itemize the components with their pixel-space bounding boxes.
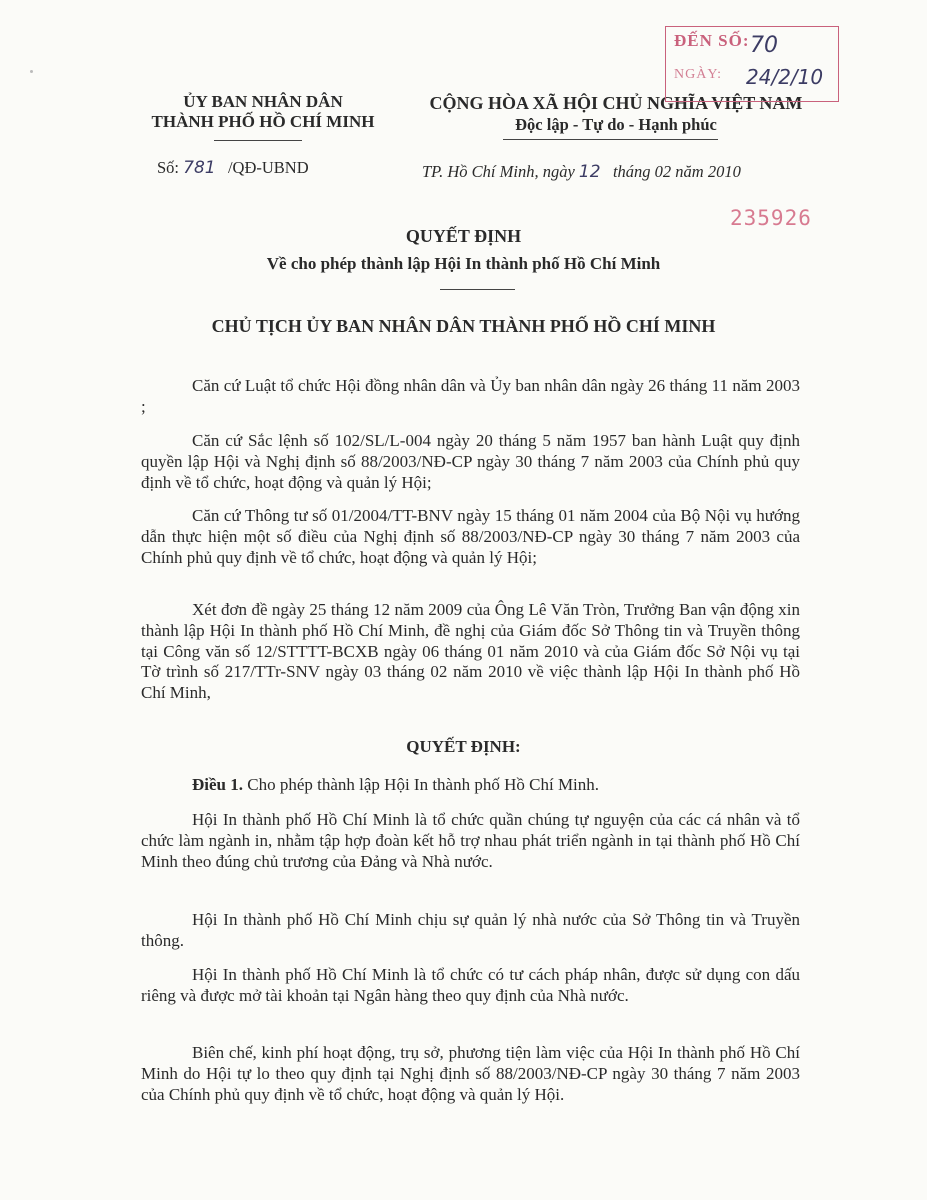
authority-underline [214, 140, 302, 141]
article-paragraph [141, 810, 800, 872]
document-subject: Về cho phép thành lập Hội In thành phố Hồ Chí Minh [266, 254, 661, 273]
stamp-label-date: NGÀY: [674, 67, 723, 82]
nation-name: CỘNG HÒA XÃ HỘI CHỦ NGHĨA VIỆT NAM [429, 93, 803, 113]
place-date-prefix: TP. Hồ Chí Minh, ngày [422, 162, 575, 181]
paragraph-text: Biên chế, kinh phí hoạt động, trụ sở, phương tiện làm việc của Hội In thành phố Hồ Chí Minh do Hội tự lo theo quy định tại Nghị định số 88/2003/NĐ-CP ngày 30 tháng 7 năm 2003 của Chính phủ quy định về tổ chức, hoạt động và quản lý Hội. [141, 1043, 800, 1104]
day-handwritten: 12 [578, 162, 601, 182]
authority-line-2: THÀNH PHỐ HỒ CHÍ MINH [151, 112, 375, 131]
paragraph-text: Hội In thành phố Hồ Chí Minh chịu sự quản lý nhà nước của Sở Thông tin và Truyền thông. [141, 910, 800, 950]
document-type-title: QUYẾT ĐỊNH [405, 226, 522, 246]
doc-no-handwritten: 781 [183, 158, 216, 178]
paragraph-text: Hội In thành phố Hồ Chí Minh là tổ chức có tư cách pháp nhân, được sử dụng con dấu riêng và được mở tài khoản tại Ngân hàng theo quy định của Nhà nước. [141, 965, 800, 1005]
stamp-label-in: ĐẾN SỐ: [674, 31, 750, 50]
article-1 [141, 775, 800, 796]
article-1-label: Điều 1. [192, 775, 243, 794]
issuing-authority [118, 92, 408, 132]
preamble-paragraph [141, 506, 800, 568]
document-number [157, 158, 309, 178]
paragraph-text: Căn cứ Luật tổ chức Hội đồng nhân dân và Ủy ban nhân dân ngày 26 tháng 11 năm 2003 ; [141, 376, 800, 416]
preamble-paragraph [141, 376, 800, 418]
authority-line-1: ỦY BAN NHÂN DÂN [183, 92, 343, 111]
paragraph-text: Xét đơn đề ngày 25 tháng 12 năm 2009 của Ông Lê Văn Tròn, Trưởng Ban vận động xin thành lập Hội In thành phố Hồ Chí Minh, đề nghị của Giám đốc Sở Thông tin và Truyền thông tại Công văn số 12/STTTT-BCXB ngày 06 tháng 01 năm 2010 và của Giám đốc Sở Nội vụ tại Tờ trình số 217/TTr-SNV ngày 03 tháng 02 năm 2010 về việc thành lập Hội In thành phố Hồ Chí Minh, [141, 600, 800, 703]
decides-heading: QUYẾT ĐỊNH: [406, 737, 521, 756]
registry-number: 235926 [730, 206, 812, 230]
paragraph-text: Hội In thành phố Hồ Chí Minh là tổ chức quần chúng tự nguyện của các cá nhân và tổ chức làm ngành in, nhằm tập hợp đoàn kết hỗ trợ nhau phát triển ngành in tại thành phố Hồ Chí Minh theo đúng chủ trương của Đảng và Nhà nước. [141, 810, 800, 871]
doc-no-prefix: Số: [157, 158, 180, 177]
paragraph-text: Căn cứ Thông tư số 01/2004/TT-BNV ngày 15 tháng 01 năm 2004 của Bộ Nội vụ hướng dẫn thực hiện một số điều của Nghị định số 88/2003/NĐ-CP ngày 30 tháng 7 năm 2003 của Chính phủ quy định về tổ chức, hoạt động và quản lý Hội; [141, 506, 800, 567]
scan-speck [30, 70, 33, 73]
preamble-paragraph [141, 431, 800, 493]
stamp-date-handwritten: 24/2/10 [746, 65, 824, 89]
place-date-suffix: tháng 02 năm 2010 [612, 162, 741, 181]
paragraph-text: Căn cứ Sắc lệnh số 102/SL/L-004 ngày 20 tháng 5 năm 1957 ban hành Luật quy định quyền lập Hội và Nghị định số 88/2003/NĐ-CP ngày 30 tháng 7 năm 2003 của Chính phủ quy định về tổ chức, hoạt động và quản lý Hội; [141, 431, 800, 492]
article-paragraph [141, 910, 800, 952]
place-and-date [422, 162, 741, 182]
subject-underline [440, 289, 515, 290]
doc-no-suffix: /QĐ-UBND [227, 158, 309, 177]
received-stamp [665, 26, 839, 102]
article-1-text: Cho phép thành lập Hội In thành phố Hồ Chí Minh. [247, 775, 600, 794]
article-paragraph [141, 965, 800, 1007]
motto-underline [503, 139, 718, 140]
article-paragraph [141, 1043, 800, 1105]
preamble-paragraph [141, 600, 800, 704]
issuing-authority-title: CHỦ TỊCH ỦY BAN NHÂN DÂN THÀNH PHỐ HỒ CHÍ MINH [211, 316, 716, 336]
stamp-number-handwritten: 70 [750, 33, 778, 58]
national-motto: Độc lập - Tự do - Hạnh phúc [515, 115, 717, 134]
